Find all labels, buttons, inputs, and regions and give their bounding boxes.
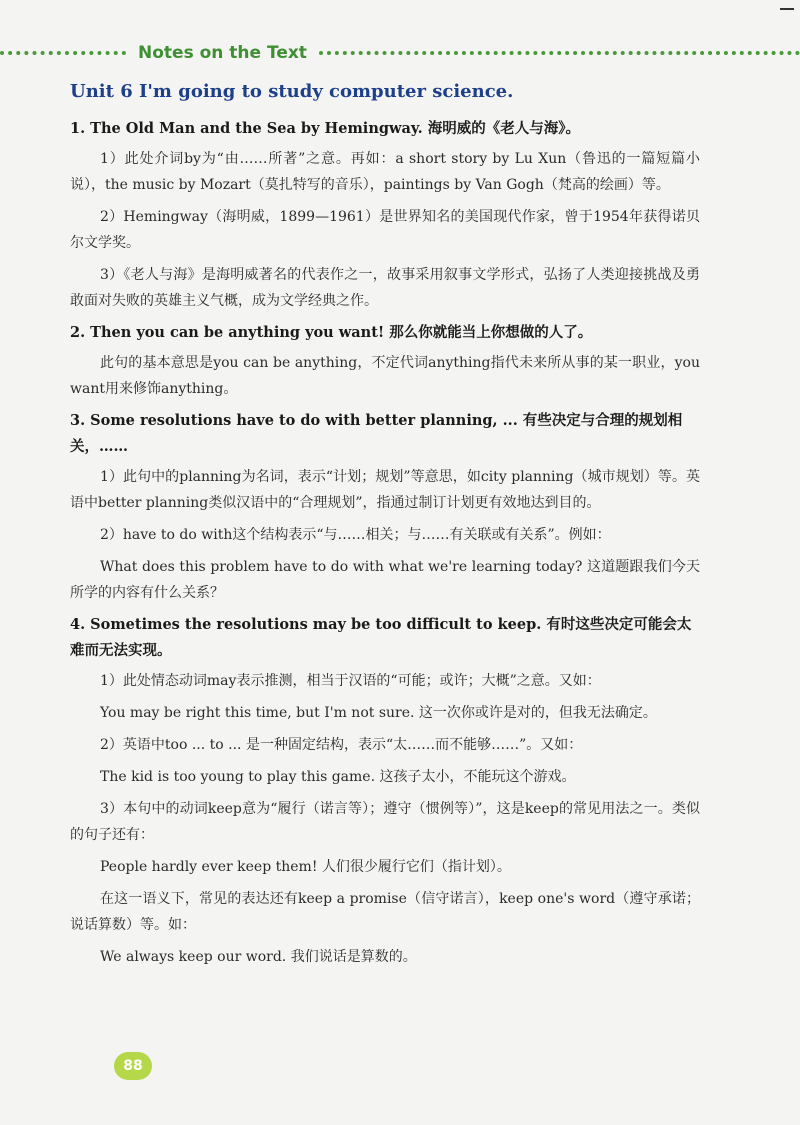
note-heading-1: 1. The Old Man and the Sea by Hemingway. 海明威的《老人与海》。 bbox=[70, 120, 580, 137]
note-heading-3: 3. Some resolutions have to do with better planning, ... 有些决定与合理的规划相关，…… bbox=[70, 412, 683, 455]
note-2-paragraph-1: 此句的基本意思是you can be anything，不定代词anything指代未来所从事的某一职业，you want用来修饰anything。 bbox=[70, 355, 700, 397]
corner-mark bbox=[780, 8, 794, 10]
header-dots-right bbox=[319, 51, 800, 55]
note-1-paragraph-1: 1）此处介词by为“由……所著”之意。再如：a short story by Lu Xun（鲁迅的一篇短篇小说），the music by Mozart（莫扎特写的音乐），paintings by Van Gogh（梵高的绘画）等。 bbox=[70, 151, 700, 193]
note-heading-2: 2. Then you can be anything you want! 那么你就能当上你想做的人了。 bbox=[70, 324, 593, 341]
header-dots-left bbox=[0, 51, 126, 55]
note-1-paragraph-3: 3）《老人与海》是海明威著名的代表作之一，故事采用叙事文学形式，弘扬了人类迎接挑战及勇敢面对失败的英雄主义气概，成为文学经典之作。 bbox=[70, 267, 700, 309]
note-3-paragraph-1: 1）此句中的planning为名词，表示“计划；规划”等意思，如city planning（城市规划）等。英语中better planning类似汉语中的“合理规划”，指通过制订计划更有效地达到目的。 bbox=[70, 469, 700, 511]
note-4-example-3: People hardly ever keep them! 人们很少履行它们（指计划）。 bbox=[100, 859, 511, 875]
note-4-example-4: We always keep our word. 我们说话是算数的。 bbox=[100, 949, 417, 965]
page-number-badge bbox=[114, 1052, 152, 1080]
note-4-paragraph-2: 2）英语中too ... to ... 是一种固定结构，表示“太……而不能够……”。又如： bbox=[100, 737, 583, 753]
unit-title: Unit 6 I'm going to study computer science. bbox=[70, 81, 514, 102]
header-title: Notes on the Text bbox=[138, 43, 307, 63]
note-4-paragraph-1: 1）此处情态动词may表示推测，相当于汉语的“可能；或许；大概”之意。又如： bbox=[100, 673, 601, 689]
note-4-example-2: The kid is too young to play this game. 这孩子太小，不能玩这个游戏。 bbox=[100, 769, 576, 785]
note-3-paragraph-2: 2）have to do with这个结构表示“与……相关；与……有关联或有关系”。例如： bbox=[100, 527, 611, 543]
note-3-example-1: What does this problem have to do with what we're learning today? 这道题跟我们今天所学的内容有什么关系？ bbox=[70, 559, 700, 601]
note-4-paragraph-3: 3）本句中的动词keep意为“履行（诺言等）；遵守（惯例等）”，这是keep的常见用法之一。类似的句子还有： bbox=[70, 801, 700, 843]
notes-content bbox=[70, 78, 700, 976]
note-4-example-1: You may be right this time, but I'm not sure. 这一次你或许是对的，但我无法确定。 bbox=[100, 705, 657, 721]
page-number: 88 bbox=[123, 1058, 143, 1074]
section-header bbox=[0, 38, 800, 68]
note-4-paragraph-4: 在这一语义下，常见的表达还有keep a promise（信守诺言），keep one's word（遵守承诺；说话算数）等。如： bbox=[70, 891, 700, 933]
note-1-paragraph-2: 2）Hemingway（海明威，1899—1961）是世界知名的美国现代作家，曾于1954年获得诺贝尔文学奖。 bbox=[70, 209, 700, 251]
note-heading-4: 4. Sometimes the resolutions may be too difficult to keep. 有时这些决定可能会太难而无法实现。 bbox=[70, 616, 692, 659]
